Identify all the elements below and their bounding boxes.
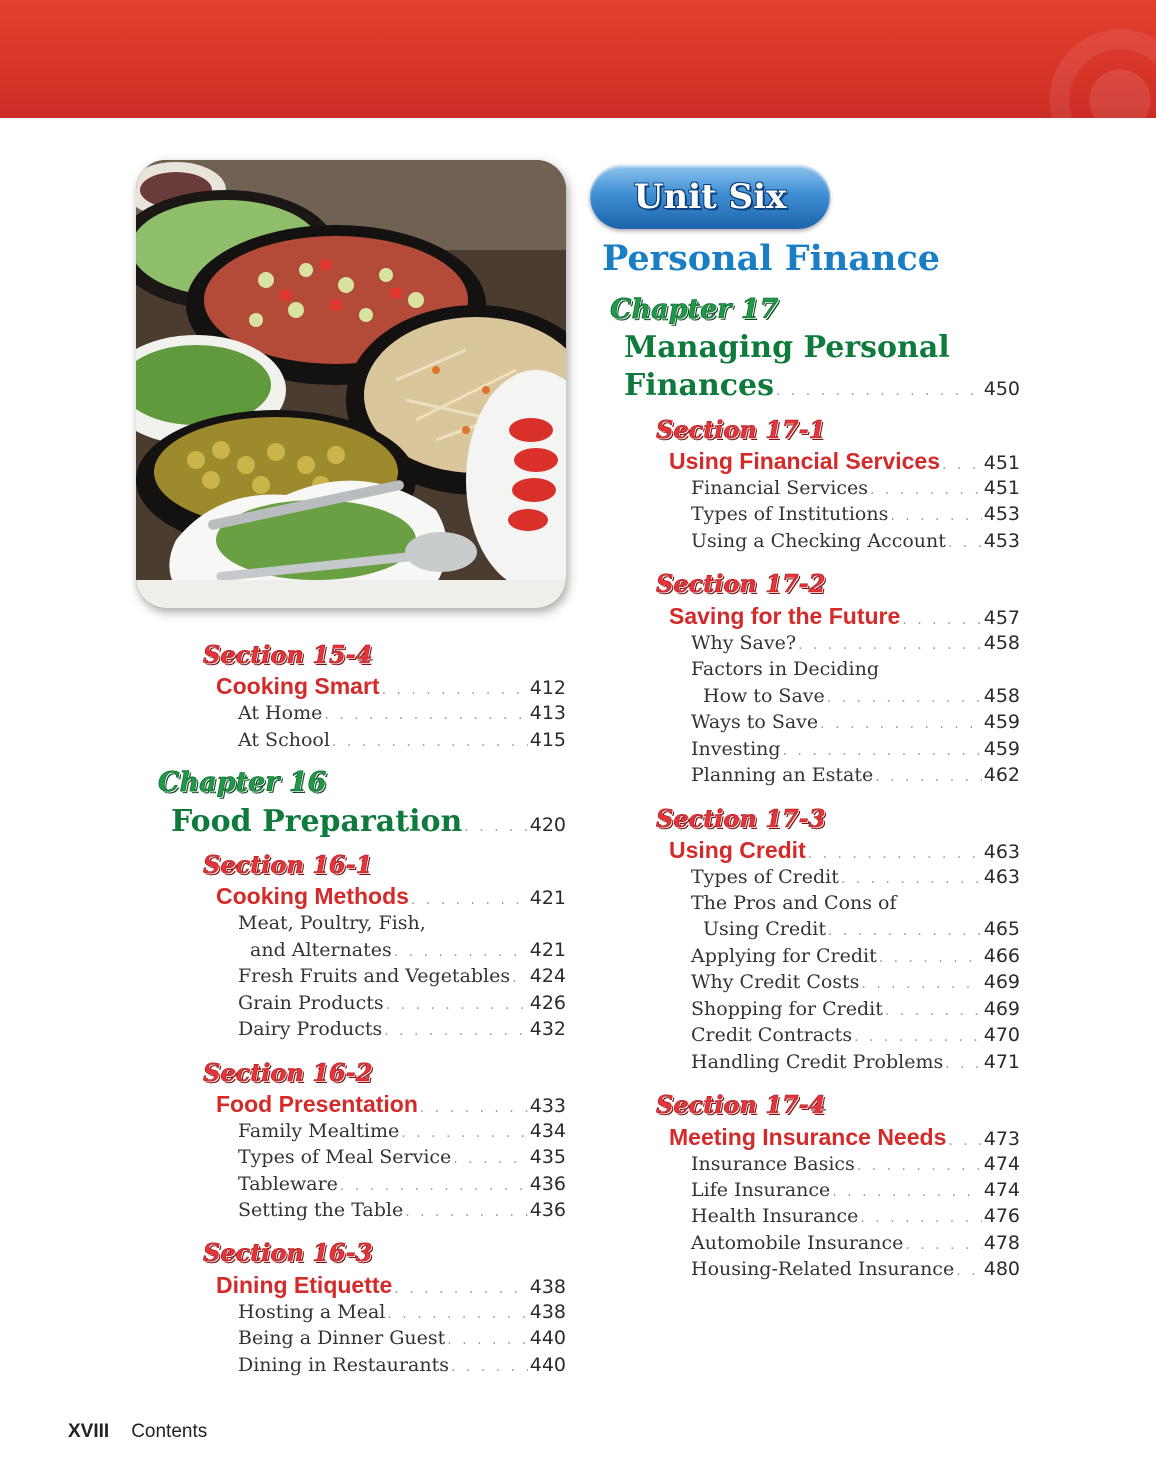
section-17-1-label: Section 17-1	[656, 415, 826, 444]
toc-entry[interactable]: Handling Credit Problems . . . 471	[691, 1051, 1020, 1073]
toc-entry[interactable]: and Alternates . . . 421	[250, 939, 566, 961]
toc-entry-food-preparation[interactable]: Food Preparation . . . 420	[171, 804, 566, 839]
toc-entry: The Pros and Cons of	[691, 892, 897, 914]
toc-entry[interactable]: Tableware . . . 436	[238, 1173, 566, 1195]
toc-entry[interactable]: Fresh Fruits and Vegetables . . . 424	[238, 965, 566, 987]
chapter-16-label: Chapter 16	[158, 767, 327, 798]
toc-entry-dining-etiquette[interactable]: Dining Etiquette . . . 438	[216, 1272, 566, 1299]
toc-entry[interactable]: Being a Dinner Guest . . . 440	[238, 1327, 566, 1349]
toc-entry[interactable]: Types of Meal Service . . . 435	[238, 1146, 566, 1168]
toc-entry-saving-for-the-future[interactable]: Saving for the Future . . . 457	[669, 603, 1020, 630]
toc-entry[interactable]: Why Credit Costs . . . 469	[691, 971, 1020, 993]
toc-entry[interactable]: Insurance Basics . . . 474	[691, 1153, 1020, 1175]
toc-entry: Meat, Poultry, Fish,	[238, 912, 426, 934]
toc-entry[interactable]: Grain Products . . . 426	[238, 992, 566, 1014]
toc-entry-managing-personal-finances[interactable]: Finances . . . 450	[624, 368, 1020, 403]
toc-entry[interactable]: Planning an Estate . . . 462	[691, 764, 1020, 786]
toc-entry[interactable]: Setting the Table . . . 436	[238, 1199, 566, 1221]
toc-entry-cooking-methods[interactable]: Cooking Methods . . . 421	[216, 883, 566, 910]
toc-entry[interactable]: Using a Checking Account . . . 453	[691, 530, 1020, 552]
toc-entry[interactable]: Investing . . . 459	[691, 738, 1020, 760]
toc-entry[interactable]: Applying for Credit . . . 466	[691, 945, 1020, 967]
toc-entry[interactable]: Hosting a Meal . . . 438	[238, 1301, 566, 1323]
toc-entry[interactable]: How to Save . . . 458	[703, 685, 1020, 707]
toc-entry[interactable]: Financial Services . . . 451	[691, 477, 1020, 499]
section-15-4-label: Section 15-4	[203, 640, 373, 669]
section-16-3-label: Section 16-3	[203, 1238, 373, 1267]
toc-entry[interactable]: Family Mealtime . . . 434	[238, 1120, 566, 1142]
toc-entry[interactable]: Types of Institutions . . . 453	[691, 503, 1020, 525]
section-16-1-label: Section 16-1	[203, 850, 373, 879]
toc-entry[interactable]: Credit Contracts . . . 470	[691, 1024, 1020, 1046]
section-16-2-label: Section 16-2	[203, 1058, 373, 1087]
header-banner	[0, 0, 1156, 118]
toc-entry[interactable]: Using Credit . . . 465	[703, 918, 1020, 940]
toc-entry-meeting-insurance-needs[interactable]: Meeting Insurance Needs . . . 473	[669, 1124, 1020, 1151]
toc-entry[interactable]: Shopping for Credit . . . 469	[691, 998, 1020, 1020]
toc-entry[interactable]: At School . . . 415	[238, 729, 566, 751]
footer-label: Contents	[131, 1421, 208, 1442]
unit-label: Unit Six	[633, 177, 787, 217]
unit-title: Personal Finance	[602, 238, 941, 279]
toc-entry-chapter-17-line1: Managing Personal	[624, 330, 950, 365]
toc-entry[interactable]: Health Insurance . . . 476	[691, 1205, 1020, 1227]
toc-entry-food-presentation[interactable]: Food Presentation . . . 433	[216, 1091, 566, 1118]
toc-entry[interactable]: Ways to Save . . . 459	[691, 711, 1020, 733]
page-footer	[68, 1421, 207, 1443]
page-number: XVIII	[68, 1421, 110, 1442]
toc-entry[interactable]: Types of Credit . . . 463	[691, 866, 1020, 888]
toc-entry[interactable]: At Home . . . 413	[238, 702, 566, 724]
chapter-17-label: Chapter 17	[610, 294, 779, 325]
section-17-2-label: Section 17-2	[656, 569, 826, 598]
toc-entry[interactable]: Dairy Products . . . 432	[238, 1018, 566, 1040]
toc-entry[interactable]: Dining in Restaurants . . . 440	[238, 1354, 566, 1376]
toc-entry-using-financial-services[interactable]: Using Financial Services . . . 451	[669, 448, 1020, 475]
salad-bar-photo	[136, 160, 566, 608]
section-17-3-label: Section 17-3	[656, 804, 826, 833]
toc-entry-using-credit[interactable]: Using Credit . . . 463	[669, 837, 1020, 864]
toc-entry[interactable]: Life Insurance . . . 474	[691, 1179, 1020, 1201]
toc-entry[interactable]: Why Save? . . . 458	[691, 632, 1020, 654]
toc-entry[interactable]: Automobile Insurance . . . 478	[691, 1232, 1020, 1254]
section-17-4-label: Section 17-4	[656, 1090, 826, 1119]
toc-entry[interactable]: Housing-Related Insurance . . . 480	[691, 1258, 1020, 1280]
toc-entry: Factors in Deciding	[691, 658, 879, 680]
toc-entry-cooking-smart[interactable]: Cooking Smart . . . 412	[216, 673, 566, 700]
unit-badge	[590, 165, 830, 229]
